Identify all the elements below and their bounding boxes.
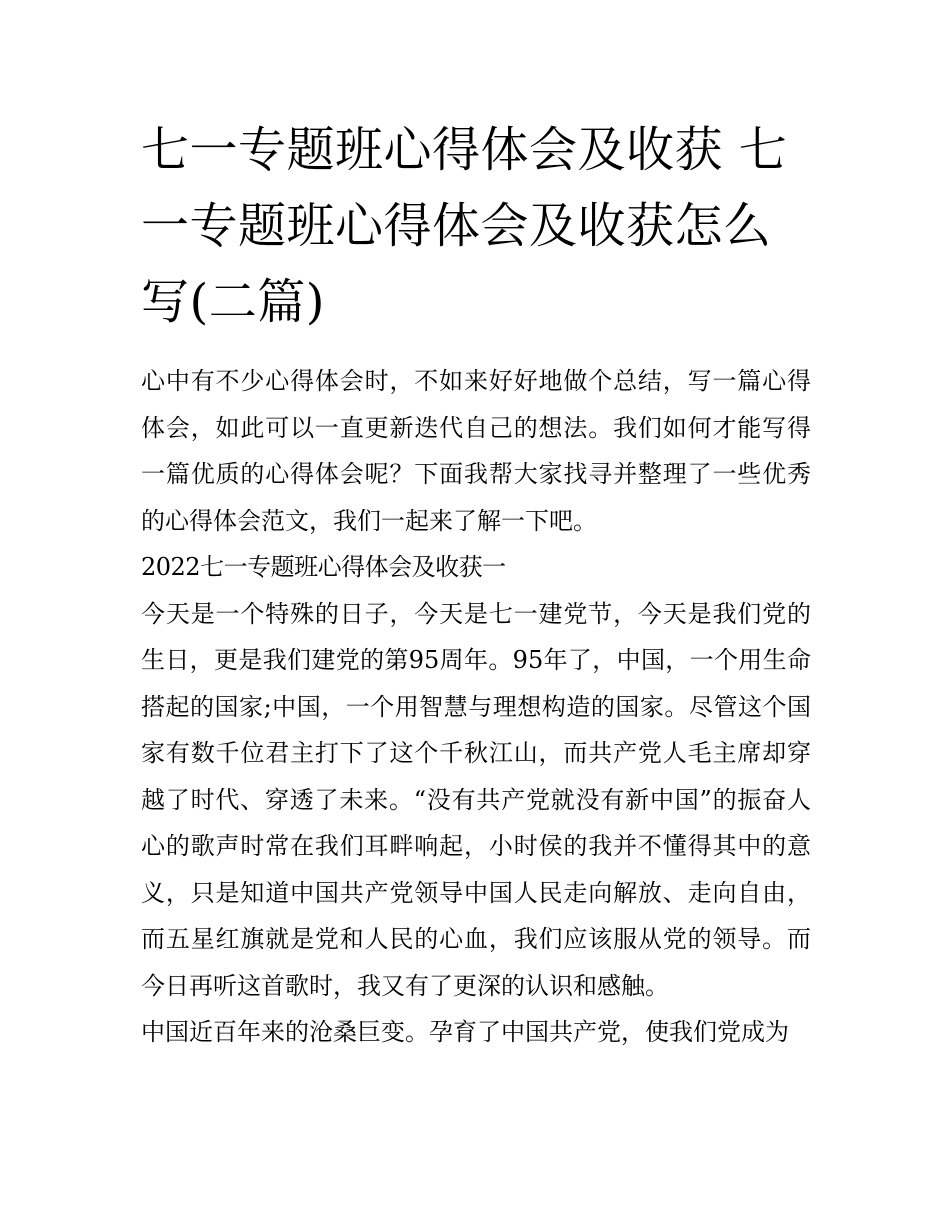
document-body: [141, 358, 811, 1056]
section-heading: 2022七一专题班心得体会及收获一: [141, 553, 506, 581]
document-title: 七一专题班心得体会及收获 七一专题班心得体会及收获怎么写(二篇): [141, 122, 788, 330]
body-paragraph: 今天是一个特殊的日子，今天是七一建党节，今天是我们党的生日，更是我们建党的第95周年。95年了，中国，一个用生命搭起的国家;中国，一个用智慧与理想构造的国家。尽管这个国家有数千位君主打下了这个千秋江山，而共产党人毛主席却穿越了时代、穿透了未来。“没有共产党就没有新中国”的振奋人心的歌声时常在我们耳畔响起，小时侯的我并不懂得其中的意义，只是知道中国共产党领导中国人民走向解放、走向自由，而五星红旗就是党和人民的心血，我们应该服从党的领导。而今日再听这首歌时，我又有了更深的认识和感触。: [141, 599, 811, 1000]
intro-paragraph: 心中有不少心得体会时，不如来好好地做个总结，写一篇心得体会，如此可以一直更新迭代自己的想法。我们如何才能写得一篇优质的心得体会呢？下面我帮大家找寻并整理了一些优秀的心得体会范文，我们一起来了解一下吧。: [141, 367, 811, 535]
body-paragraph: 中国近百年来的沧桑巨变。孕育了中国共产党，使我们党成为: [141, 1018, 789, 1046]
